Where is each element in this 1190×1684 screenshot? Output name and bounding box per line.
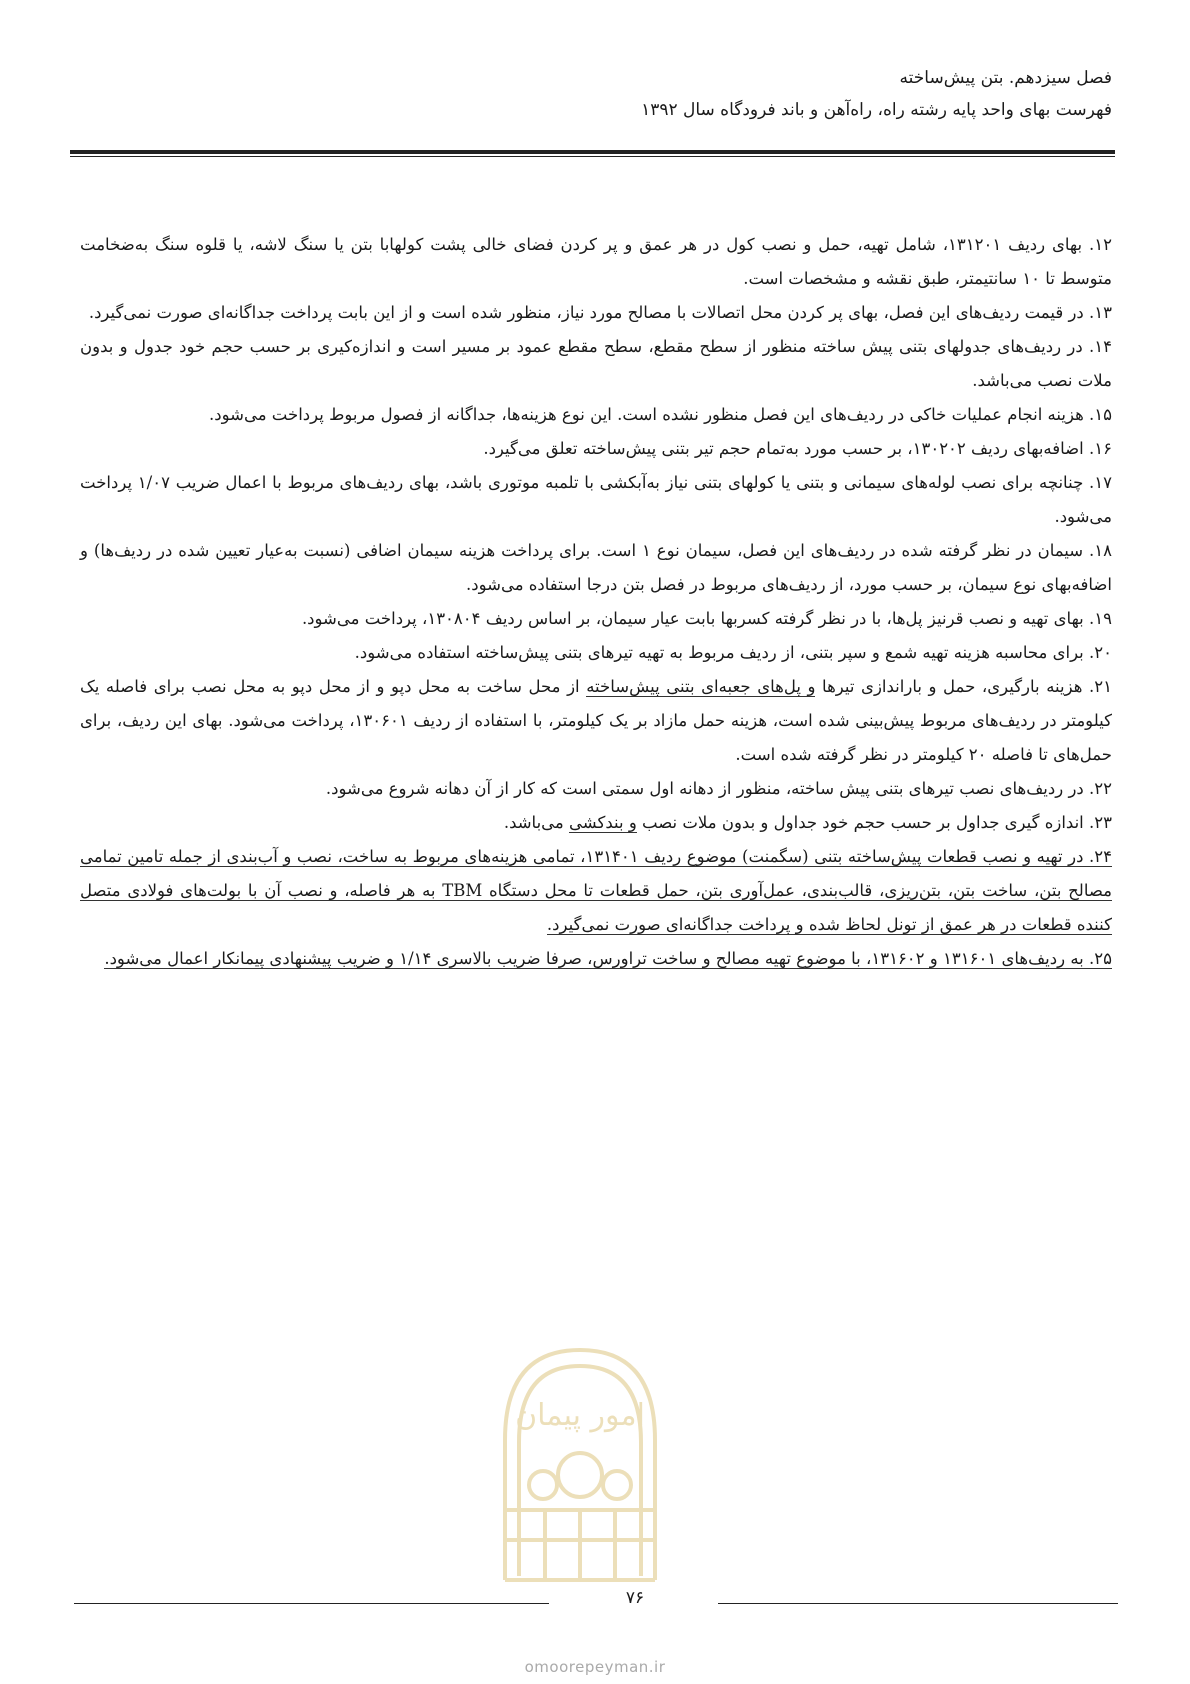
list-item: ۱۹. بهای تهیه و نصب قرنیز پل‌ها، با در نظر گرفته کسربها بابت عیار سیمان، بر اساس ردیف ۱۳۰۸۰۴، پرداخت می‌شود.: [301, 609, 1112, 628]
list-item: ۲۰. برای محاسبه هزینه تهیه شمع و سپر بتنی، از ردیف مربوط به تهیه تیرهای بتنی پیش‌ساخته استفاده می‌شود.: [354, 643, 1112, 662]
underlined-text: و بندکشی: [569, 813, 637, 832]
header-rule-thick: [70, 150, 1115, 154]
page-header: [72, 62, 1112, 126]
list-item: ۱۶. اضافه‌بهای ردیف ۱۳۰۲۰۲، بر حسب مورد به‌تمام حجم تیر بتنی پیش‌ساخته تعلق می‌گیرد.: [483, 439, 1112, 458]
item-text: ۲۳. اندازه گیری جداول بر حسب حجم خود جداول و بدون ملات نصب: [636, 813, 1112, 832]
website-watermark: omoorepeyman.ir: [524, 1658, 666, 1676]
list-item: ۱۵. هزینه انجام عملیات خاکی در ردیف‌های این فصل منظور نشده است. این نوع هزینه‌ها، جداگانه از فصول مربوط پرداخت می‌شود.: [209, 405, 1112, 424]
chapter-title: فصل سیزدهم. بتن پیش‌ساخته: [899, 68, 1112, 88]
list-item: [80, 806, 1112, 840]
item-text: از محل ساخت به محل دپو و از محل دپو به محل نصب برای فاصله یک کیلومتر در ردیف‌های مربوط پیش‌بینی شده است، هزینه حمل مازاد بر یک کیلومتر، با استفاده از ردیف ۱۳۰۶۰۱، پرداخت می‌شود. بهای این ردیف، برای حمل‌های تا فاصله ۲۰ کیلومتر در نظر گرفته شده است.: [80, 677, 1112, 764]
list-item: ۱۲. بهای ردیف ۱۳۱۲۰۱، شامل تهیه، حمل و نصب کول در هر عمق و پر کردن فضای خالی پشت کولهابا بتن یا سنگ لاشه، یا قلوه سنگ به‌ضخامت متوسط تا ۱۰ سانتیمتر، طبق نقشه و مشخصات است.: [80, 235, 1112, 288]
list-item: ۲۲. در ردیف‌های نصب تیرهای بتنی پیش ساخته، منظور از دهانه اول سمتی است که کار از آن دهانه شروع می‌شود.: [325, 779, 1112, 798]
list-item: [80, 942, 1112, 976]
header-rule-thin: [70, 156, 1115, 157]
list-item: ۱۳. در قیمت ردیف‌های این فصل، بهای پر کردن محل اتصالات با مصالح مورد نیاز، منظور شده است و از این بابت پرداخت جداگانه‌ای صورت نمی‌گیرد.: [88, 303, 1112, 322]
document-subtitle: فهرست بهای واحد پایه رشته راه، راه‌آهن و باند فرودگاه سال ۱۳۹۲: [641, 100, 1112, 120]
list-item: ۱۷. چنانچه برای نصب لوله‌های سیمانی و بتنی یا کولهای بتنی نیاز به‌آبکشی با تلمبه موتوری باشد، بهای ردیف‌های مربوط با اعمال ضریب ۱/۰۷ پرداخت می‌شود.: [80, 473, 1112, 526]
item-text: ۲۱. هزینه بارگیری، حمل و باراندازی تیرها: [815, 677, 1112, 696]
list-item: ۱۸. سیمان در نظر گرفته شده در ردیف‌های این فصل، سیمان نوع ۱ است. برای پرداخت هزینه سیمان اضافی (نسبت به‌عیار تعیین شده در ردیف‌ها) و اضافه‌بهای نوع سیمان، بر حسب مورد، از ردیف‌های مربوط در فصل بتن درجا استفاده می‌شود.: [80, 541, 1112, 594]
footer-rule-left: [74, 1603, 549, 1604]
underlined-text: ۲۴. در تهیه و نصب قطعات پیش‌ساخته بتنی (سگمنت) موضوع ردیف ۱۳۱۴۰۱، تمامی هزینه‌های مربوط به ساخت، نصب و آب‌بندی از جمله تامین تمامی مصالح بتن، ساخت بتن، بتن‌ریزی، قالب‌بندی، عمل‌آوری بتن، حمل قطعات تا محل دستگاه TBM به هر فاصله، و نصب آن با بولت‌های فولادی متصل کننده قطعات در هر عمق از تونل لحاظ شده و پرداخت جداگانه‌ای صورت نمی‌گیرد.: [80, 847, 1112, 934]
document-body: [80, 228, 1112, 976]
item-text: می‌باشد.: [503, 813, 570, 832]
list-item: ۱۴. در ردیف‌های جدولهای بتنی پیش ساخته منظور از سطح مقطع، سطح مقطع عمود بر مسیر است و اندازه‌کیری بر حسب حجم خود جدول و بدون ملات نصب می‌باشد.: [80, 337, 1112, 390]
seal-logo-icon: [485, 1330, 675, 1600]
footer-rule-right: [718, 1603, 1118, 1604]
underlined-text: ۲۵. به ردیف‌های ۱۳۱۶۰۱ و ۱۳۱۶۰۲، با موضوع تهیه مصالح و ساخت تراورس، صرفا ضریب بالاسری ۱/۱۴ و ضریب پیشنهادی پیمانکار اعمال می‌شود.: [104, 949, 1112, 968]
list-item: [80, 840, 1112, 942]
page-number: ۷۶: [625, 1588, 645, 1608]
underlined-text: و پل‌های جعبه‌ای بتنی پیش‌ساخته: [586, 677, 816, 696]
watermark-text: امور پیمان: [515, 1398, 645, 1433]
list-item: [80, 670, 1112, 772]
